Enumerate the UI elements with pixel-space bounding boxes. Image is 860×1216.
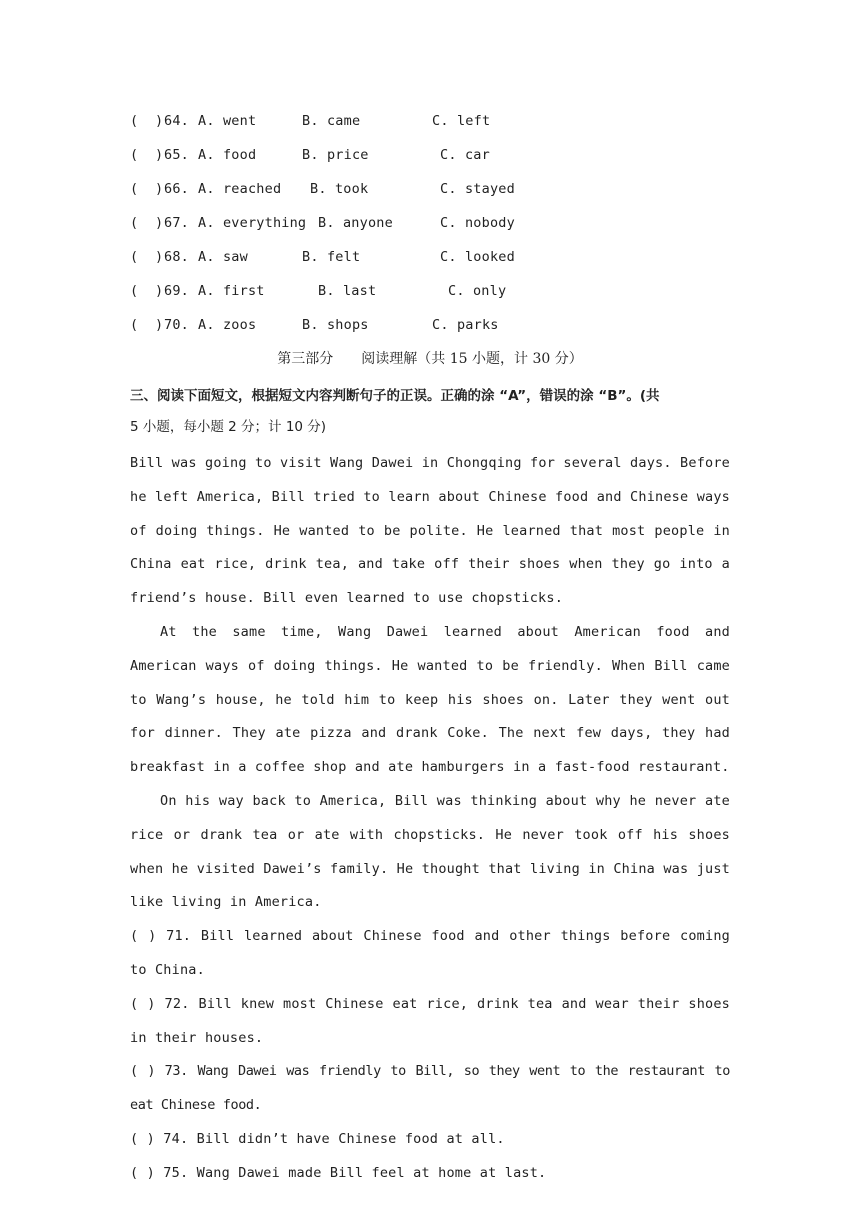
passage-paragraph-2: At the same time, Wang Dawei learned about American food and American ways of doing things. He wanted to be friendly. When Bill came to Wang’s house, he told him to keep his shoes on. Later they went out for dinner. They ate pizza and drank Coke. The next few days, they had breakfast in a coffee shop and ate hamburgers in a fast-food restaurant. <box>130 623 730 776</box>
option-c: C. looked <box>440 249 515 265</box>
option-c: C. parks <box>432 317 499 333</box>
question-73: ( ) 73. Wang Dawei was friendly to Bill, so they went to the restaurant to eat Chinese food. <box>130 1063 730 1114</box>
option-a: A. first <box>198 283 265 299</box>
answer-blank[interactable]: ( ) <box>130 283 164 299</box>
question-number: 66. <box>164 181 189 197</box>
question-number: 64. <box>164 113 189 129</box>
option-b: B. last <box>318 283 377 299</box>
option-b: B. shops <box>302 317 369 333</box>
option-row-68 <box>130 243 730 277</box>
option-b: B. price <box>302 147 369 163</box>
part-title-detail: 阅读理解（共 15 小题，计 30 分） <box>361 351 583 367</box>
option-a: A. food <box>198 147 257 163</box>
option-c: C. stayed <box>440 181 515 197</box>
option-a: A. went <box>198 113 257 129</box>
question-number: 68. <box>164 249 189 265</box>
option-row-66 <box>130 175 730 209</box>
options-list <box>130 107 730 345</box>
option-row-69 <box>130 277 730 311</box>
option-row-65 <box>130 141 730 175</box>
answer-blank[interactable]: ( ) <box>130 317 164 333</box>
option-a: A. zoos <box>198 317 257 333</box>
question-number: 70. <box>164 317 189 333</box>
option-b: B. took <box>310 181 369 197</box>
question-number: 65. <box>164 147 189 163</box>
option-b: B. anyone <box>318 215 393 231</box>
section-instruction: 三、阅读下面短文，根据短文内容判断句子的正误。正确的涂 “A”，错误的涂 “B”。(共 <box>130 388 660 404</box>
exam-page <box>130 107 730 1191</box>
question-list <box>130 920 730 1190</box>
question-75: ( ) 75. Wang Dawei made Bill feel at home at last. <box>130 1164 547 1181</box>
option-a: A. saw <box>198 249 248 265</box>
option-row-64 <box>130 107 730 141</box>
option-b: B. felt <box>302 249 361 265</box>
question-number: 69. <box>164 283 189 299</box>
option-row-67 <box>130 209 730 243</box>
option-a: A. reached <box>198 181 282 197</box>
section-instruction-cont: 5 小题，每小题 2 分；计 10 分) <box>130 419 327 435</box>
passage-paragraph-1: Bill was going to visit Wang Dawei in Chongqing for several days. Before he left America, Bill tried to learn about Chinese food and Chinese ways of doing things. He wanted to be polite. He learned that most people in China eat rice, drink tea, and take off their shoes when they go into a friend’s house. Bill even learned to use chopsticks. <box>130 455 730 607</box>
question-71: ( ) 71. Bill learned about Chinese food and other things before coming to China. <box>130 928 730 978</box>
answer-blank[interactable]: ( ) <box>130 181 164 197</box>
option-c: C. only <box>448 283 507 299</box>
option-a: A. everything <box>198 215 307 231</box>
question-number: 67. <box>164 215 189 231</box>
question-72: ( ) 72. Bill knew most Chinese eat rice, drink tea and wear their shoes in their houses. <box>130 995 730 1046</box>
answer-blank[interactable]: ( ) <box>130 249 164 265</box>
passage-paragraph-3: On his way back to America, Bill was thinking about why he never ate rice or drank tea or ate with chopsticks. He never took off his shoes when he visited Dawei’s family. He thought that living in China was just like living in America. <box>130 792 730 911</box>
option-c: C. car <box>440 147 490 163</box>
part-title-label: 第三部分 <box>277 351 334 367</box>
answer-blank[interactable]: ( ) <box>130 215 164 231</box>
answer-blank[interactable]: ( ) <box>130 113 164 129</box>
option-b: B. came <box>302 113 361 129</box>
answer-blank[interactable]: ( ) <box>130 147 164 163</box>
option-c: C. left <box>432 113 491 129</box>
part-title <box>130 345 730 379</box>
question-74: ( ) 74. Bill didn’t have Chinese food at all. <box>130 1130 505 1147</box>
option-c: C. nobody <box>440 215 515 231</box>
option-row-70 <box>130 311 730 345</box>
